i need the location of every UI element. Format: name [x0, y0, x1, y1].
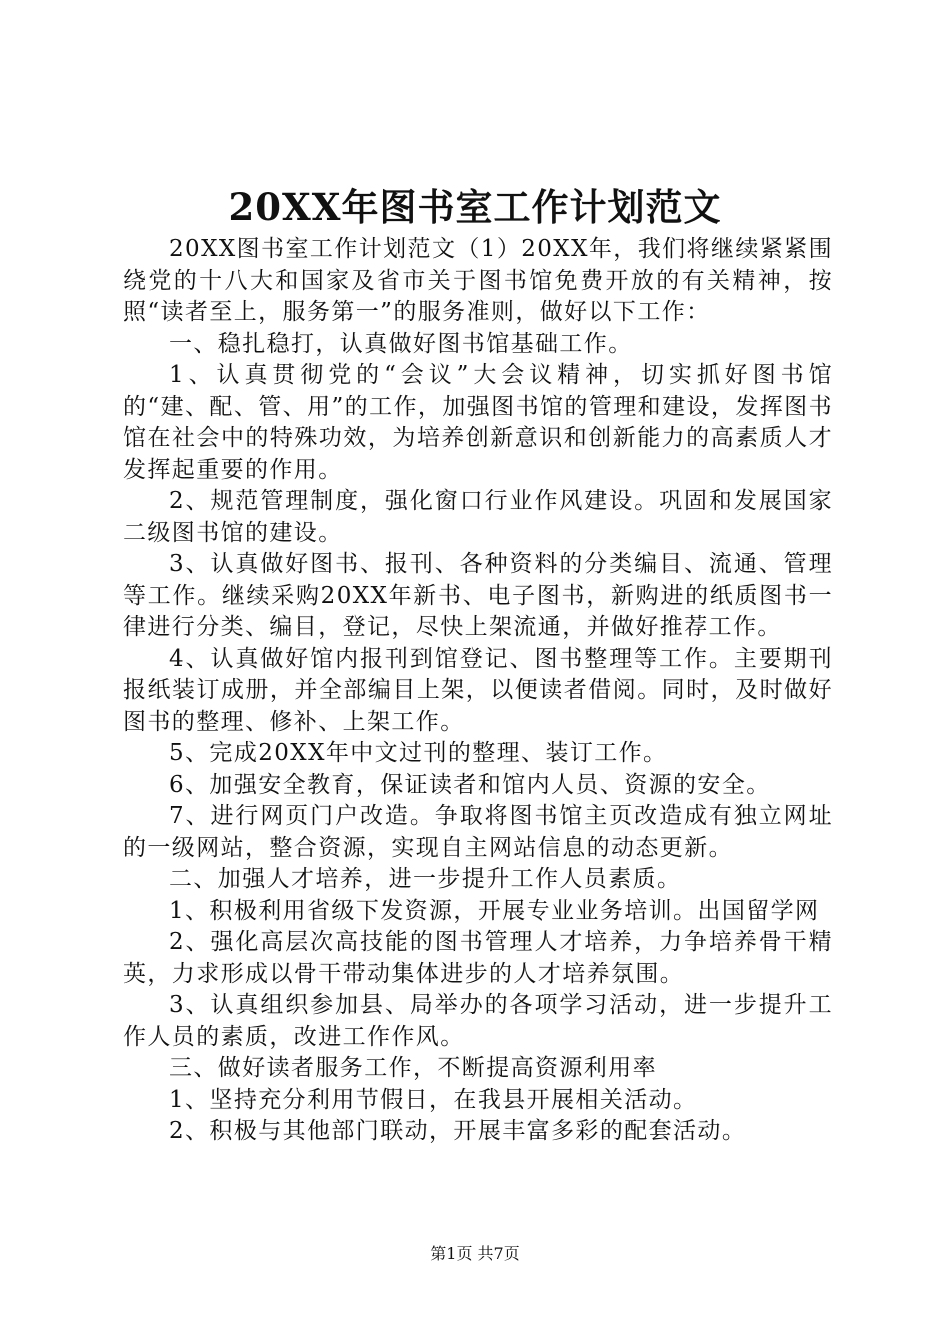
paragraph-1-6: 6、加强安全教育，保证读者和馆内人员、资源的安全。 [169, 771, 771, 798]
paragraph-2-3: 3、认真组织参加县、局举办的各项学习活动，进一步提升工作人员的素质，改进工作作风。 [123, 992, 833, 1050]
section-heading-2: 二、加强人才培养，进一步提升工作人员素质。 [169, 866, 682, 892]
paragraph-2-2: 2、强化高层次高技能的图书管理人才培养，力争培养骨干精英，力求形成以骨干带动集体进步的人才培养氛围。 [123, 929, 833, 987]
paragraph-2-1: 1、积极利用省级下发资源，开展专业业务培训。出国留学网 [169, 897, 820, 924]
paragraph-1-1: 1、认真贯彻党的“会议”大会议精神，切实抓好图书馆的“建、配、管、用”的工作，加强图书馆的管理和建设，发挥图书馆在社会中的特殊功效，为培养创新意识和创新能力的高素质人才发挥起重要的作用。 [123, 362, 833, 483]
paragraph-1-4: 4、认真做好馆内报刊到馆登记、图书整理等工作。主要期刊报纸装订成册，并全部编目上架，以便读者借阅。同时，及时做好图书的整理、修补、上架工作。 [123, 645, 833, 735]
section-heading-3: 三、做好读者服务工作，不断提高资源利用率 [169, 1055, 657, 1081]
paragraph-3-2: 2、积极与其他部门联动，开展丰富多彩的配套活动。 [169, 1118, 747, 1144]
paragraph-3-1: 1、坚持充分利用节假日，在我县开展相关活动。 [169, 1086, 698, 1113]
paragraph-intro: 20XX图书室工作计划范文（1）20XX年，我们将继续紧紧围绕党的十八大和国家及省市关于图书馆免费开放的有关精神，按照“读者至上，服务第一”的服务准则，做好以下工作： [123, 236, 833, 325]
paragraph-1-5: 5、完成20XX年中文过刊的整理、装订工作。 [169, 740, 668, 766]
document-body [123, 234, 833, 1148]
paragraph-1-3: 3、认真做好图书、报刊、各种资料的分类编目、流通、管理等工作。继续采购20XX年新书、电子图书，新购进的纸质图书一律进行分类、编目，登记，尽快上架流通，并做好推荐工作。 [123, 551, 833, 640]
section-heading-1: 一、稳扎稳打，认真做好图书馆基础工作。 [169, 330, 633, 357]
document-title: 20XX年图书室工作计划范文 [228, 185, 722, 229]
page-indicator: 第1页 共7页 [430, 1244, 520, 1263]
paragraph-1-2: 2、规范管理制度，强化窗口行业作风建设。巩固和发展国家二级图书馆的建设。 [123, 488, 833, 546]
paragraph-1-7: 7、进行网页门户改造。争取将图书馆主页改造成有独立网址的一级网站，整合资源，实现自主网站信息的动态更新。 [123, 803, 833, 861]
